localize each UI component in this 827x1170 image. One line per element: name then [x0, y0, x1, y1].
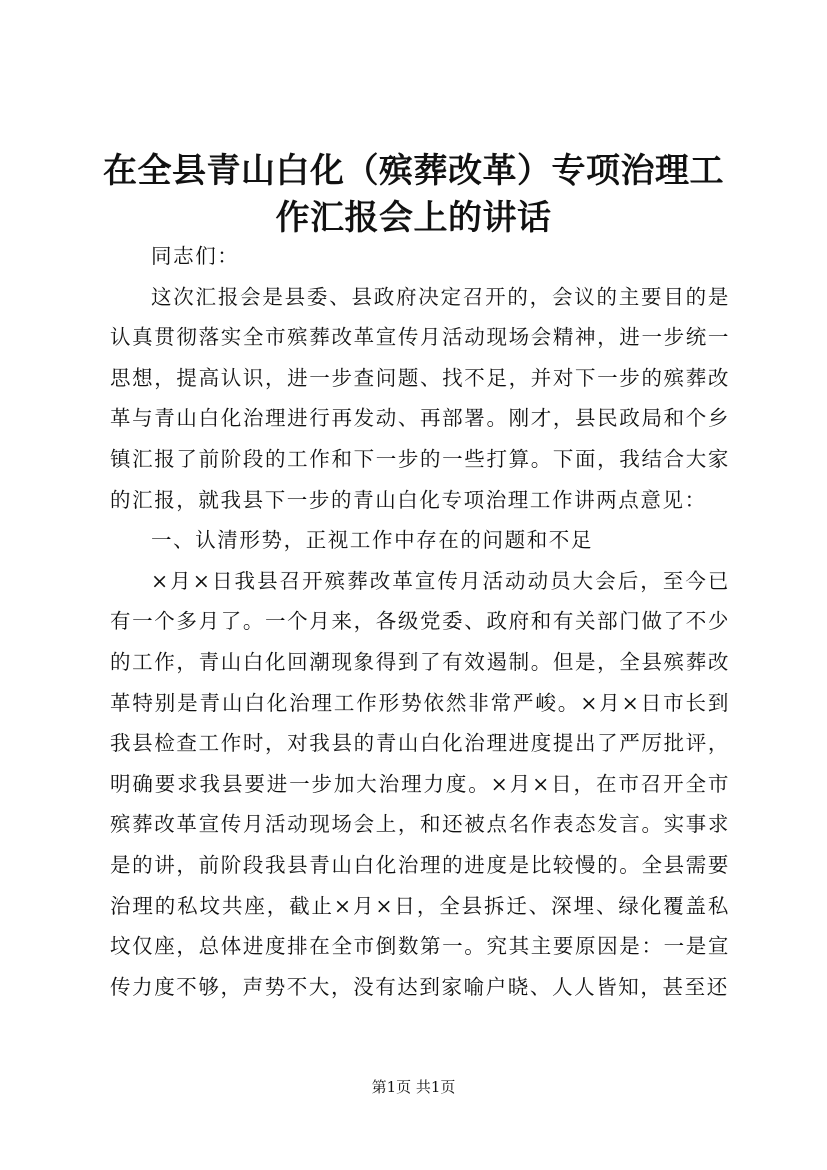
section-heading: 一、认清形势，正视工作中存在的问题和不足 — [151, 528, 593, 553]
body-paragraph: ×月×日我县召开殡葬改革宣传月活动动员大会后，至今已有一个多月了。一个月来，各级党委、政府和有关部门做了不少的工作，青山白化回潮现象得到了有效遏制。但是，全县殡葬改革特别是青山白化治理工作形势依然非常严峻。×月×日市长到我县检查工作时，对我县的青山白化治理进度提出了严厉批评，明确要求我县要进一步加大治理力度。×月×日，在市召开全市殡葬改革宣传月活动现场会上，和还被点名作表态发言。实事求是的讲，前阶段我县青山白化治理的进度是比较慢的。全县需要治理的私坟共座，截止×月×日，全县拆迁、深埋、绿化覆盖私坟仅座，总体进度排在全市倒数第一。究其主要原因是：一是宣传力度不够，声势不大，没有达到家喻户晓、人人皆知，甚至还 — [110, 568, 730, 999]
document-body — [110, 236, 730, 1007]
intro-paragraph: 这次汇报会是县委、县政府决定召开的，会议的主要目的是认真贯彻落实全市殡葬改革宣传月活动现场会精神，进一步统一思想，提高认识，进一步查问题、找不足，并对下一步的殡葬改革与青山白化治理进行再发动、再部署。刚才，县民政局和个乡镇汇报了前阶段的工作和下一步的一些打算。下面，我结合大家的汇报，就我县下一步的青山白化专项治理工作讲两点意见： — [110, 284, 730, 512]
document-title: 在全县青山白化（殡葬改革）专项治理工作汇报会上的讲话 — [103, 151, 724, 238]
salutation-paragraph: 同志们： — [151, 244, 240, 268]
page-footer: 第1页 共1页 — [371, 1078, 456, 1096]
